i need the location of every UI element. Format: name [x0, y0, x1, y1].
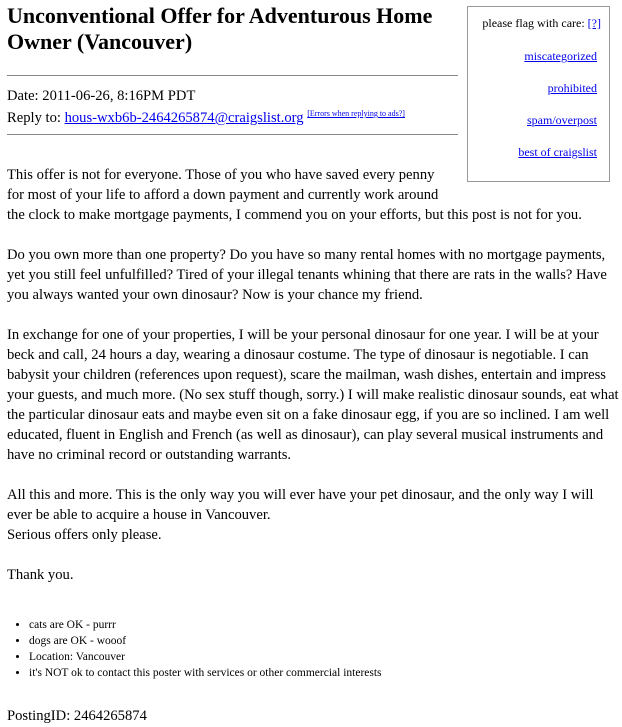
- reply-errors-link[interactable]: [Errors when replying to ads?]: [307, 109, 405, 118]
- attribute-item: • Location: Vancouver: [29, 649, 382, 665]
- body-paragraph: Do you own more than one property? Do you have so many rental homes with no mortgage payments, yet you still feel unfulfilled? Tired of your illegal tenants whining that there are rats in the walls? Have you always wanted your own dinosaur? Now is your chance my friend.: [7, 247, 607, 303]
- body-paragraph: In exchange for one of your properties, I will be your personal dinosaur for one year. I will be at your beck and call, 24 hours a day, wearing a dinosaur costume. The type of dinosaur is negotiable. I can babysit your children (references upon request), scare the mailman, wash dishes, entertain and impress your guests, and much more. (No sex stuff though, sorry.) I will make realistic dinosaur sounds, eat what the particular dinosaur eats and maybe even sit on a fake dinosaur egg, if you are so inclined. I am well educated, fluent in English and French (as well as dinosaur), can play several musical instruments and have no criminal record or outstanding warrants.: [7, 327, 619, 463]
- header-divider-top: [7, 75, 458, 76]
- flag-link-best-of-craigslist[interactable]: best of craigslist: [518, 145, 597, 159]
- flag-link-spam-overpost[interactable]: spam/overpost: [527, 113, 597, 127]
- posting-page: [7, 0, 619, 724]
- body-paragraph-lead: This offer is not for everyone. Those of you who have saved every penny for most of your life to afford a down payment and currently work around: [7, 167, 439, 203]
- body-paragraph: All this and more. This is the only way you will ever have your pet dinosaur, and the only way I will ever be able to acquire a house in Vancouver.: [7, 487, 594, 523]
- flag-link-miscategorized[interactable]: miscategorized: [524, 49, 597, 63]
- reply-to: [7, 108, 405, 128]
- body-paragraph: Serious offers only please.: [7, 527, 162, 543]
- posting-id: PostingID: 2464265874: [7, 708, 147, 724]
- body-paragraph: Thank you.: [7, 567, 74, 583]
- body-paragraph-tail: the clock to make mortgage payments, I commend you on your efforts, but this post is not for you.: [7, 207, 582, 223]
- body-paragraph: [7, 165, 582, 225]
- flag-link-prohibited[interactable]: prohibited: [547, 81, 597, 95]
- reply-email-link[interactable]: hous-wxb6b-2464265874@craigslist.org: [64, 110, 304, 126]
- reply-label: Reply to:: [7, 110, 61, 126]
- flag-header-label: please flag with care:: [482, 16, 585, 30]
- date-value: 2011-06-26, 8:16PM PDT: [42, 88, 196, 104]
- attribute-item: • cats are OK - purrr: [29, 617, 382, 633]
- flag-box: [467, 6, 610, 182]
- posting-title: Unconventional Offer for Adventurous Home Owner (Vancouver): [7, 3, 433, 54]
- attribute-item: • it's NOT ok to contact this poster with services or other commercial interests: [29, 665, 382, 681]
- flag-header: [482, 16, 601, 30]
- date-label: Date:: [7, 88, 39, 104]
- header-divider-bottom: [7, 134, 458, 135]
- posting-date: [7, 86, 195, 106]
- posting-body: [7, 165, 619, 605]
- flag-help-link[interactable]: [?]: [587, 16, 601, 30]
- attribute-item: • dogs are OK - wooof: [29, 633, 382, 649]
- posting-attributes: [7, 617, 382, 681]
